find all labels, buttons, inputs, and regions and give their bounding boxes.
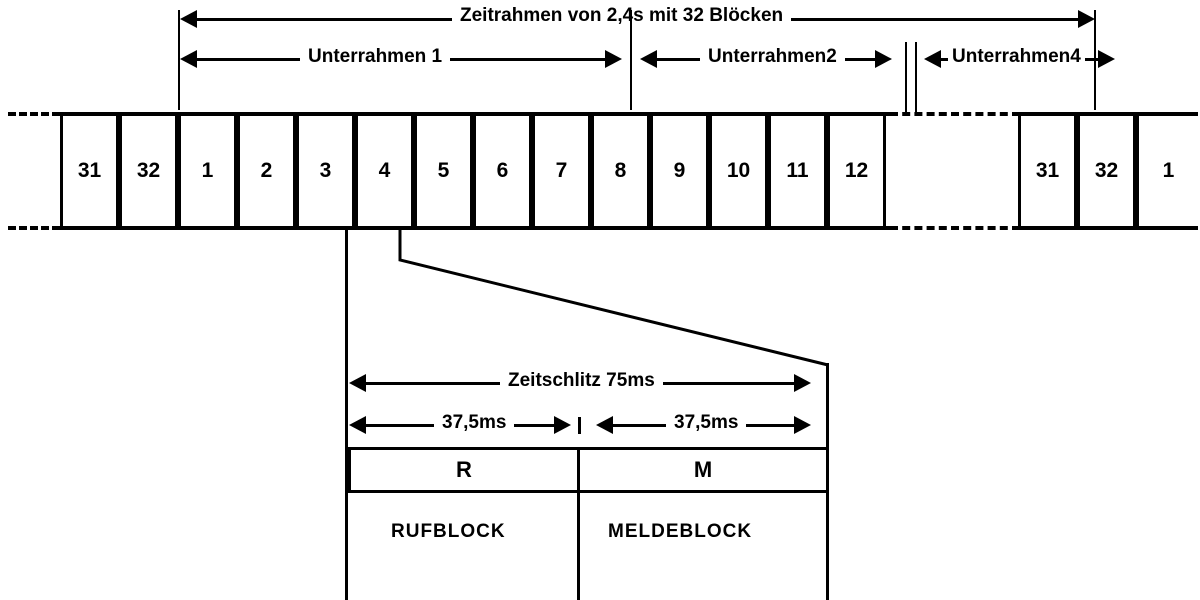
- block-cell[interactable]: 1: [178, 116, 237, 226]
- block-cell[interactable]: 7: [532, 116, 591, 226]
- block-cell[interactable]: 2: [237, 116, 296, 226]
- block-cell[interactable]: 1: [1136, 116, 1198, 226]
- block-cell[interactable]: 8: [591, 116, 650, 226]
- block-cell[interactable]: 4: [355, 116, 414, 226]
- block-cell[interactable]: 5: [414, 116, 473, 226]
- dash-mid-top: [890, 112, 1020, 116]
- block-strip-tail: [1018, 112, 1198, 230]
- block-cell[interactable]: 31: [1018, 116, 1077, 226]
- dash-left-top: [8, 112, 60, 116]
- timeslot-label: Zeitschlitz 75ms: [500, 370, 663, 392]
- subframe1-right-guide: [630, 10, 632, 110]
- subframe4-arrow-left: [924, 50, 941, 68]
- subframe1-label: Unterrahmen 1: [300, 46, 450, 68]
- half-left-arrow-left: [349, 416, 366, 434]
- timeframe-label: Zeitrahmen von 2,4s mit 32 Blöcken: [452, 5, 791, 27]
- half-right-arrow-left: [596, 416, 613, 434]
- subframe2-arrow-left: [640, 50, 657, 68]
- subframe2-label: Unterrahmen2: [700, 46, 845, 68]
- block-cell[interactable]: 31: [60, 116, 119, 226]
- block-cell[interactable]: 12: [827, 116, 886, 226]
- half-left-label: 37,5ms: [434, 412, 514, 434]
- half-divider-tick: [578, 417, 581, 434]
- half-right-arrow-right: [794, 416, 811, 434]
- subframe1-arrow-right: [605, 50, 622, 68]
- block-cell[interactable]: 9: [650, 116, 709, 226]
- half-right-label: 37,5ms: [666, 412, 746, 434]
- break-mark-1: [905, 42, 907, 112]
- timeslot-arrow-right: [794, 374, 811, 392]
- rufblock-caption: RUFBLOCK: [391, 521, 506, 542]
- timeframe-arrow-right: [1078, 10, 1095, 28]
- block-cell[interactable]: 3: [296, 116, 355, 226]
- meldeblock-caption: MELDEBLOCK: [608, 521, 753, 542]
- subframe2-arrow-right: [875, 50, 892, 68]
- subframe4-label: Unterrahmen4: [948, 46, 1085, 68]
- timeslot-arrow-left: [349, 374, 366, 392]
- subframe1-arrow-left: [180, 50, 197, 68]
- block-cell[interactable]: 11: [768, 116, 827, 226]
- subframe4-arrow-right: [1098, 50, 1115, 68]
- block-strip-main: [60, 112, 890, 230]
- half-left-arrow-right: [554, 416, 571, 434]
- slot-divider-line: [577, 493, 580, 600]
- block-cell[interactable]: 6: [473, 116, 532, 226]
- timeframe-arrow-left: [180, 10, 197, 28]
- meldeblock-box[interactable]: M: [577, 447, 829, 493]
- block-cell[interactable]: 32: [1077, 116, 1136, 226]
- rufblock-box[interactable]: R: [348, 447, 580, 493]
- block-cell[interactable]: 32: [119, 116, 178, 226]
- break-mark-2: [915, 42, 917, 112]
- block-cell[interactable]: 10: [709, 116, 768, 226]
